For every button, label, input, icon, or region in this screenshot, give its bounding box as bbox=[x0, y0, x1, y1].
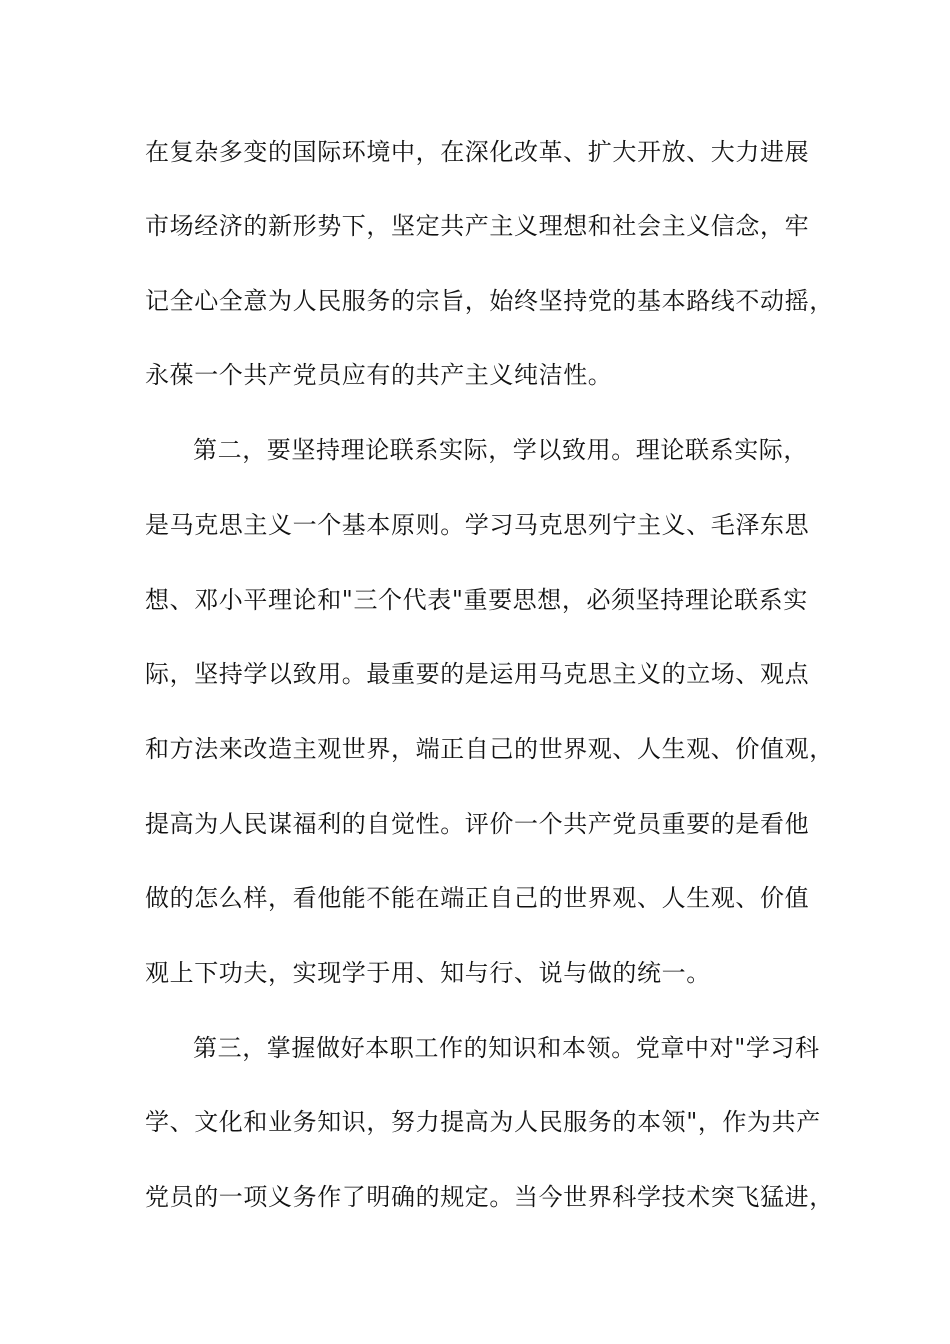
text-line: 记全心全意为人民服务的宗旨，始终坚持党的基本路线不动摇， bbox=[145, 287, 834, 315]
text-line: 学、文化和业务知识，努力提高为人民服务的本领"，作为共产 bbox=[145, 1108, 821, 1136]
text-line: 永葆一个共产党员应有的共产主义纯洁性。 bbox=[145, 361, 613, 389]
text-line: 党员的一项义务作了明确的规定。当今世界科学技术突飞猛进， bbox=[145, 1183, 834, 1211]
text-line: 际，坚持学以致用。最重要的是运用马克思主义的立场、观点 bbox=[145, 660, 810, 688]
text-line: 市场经济的新形势下，坚定共产主义理想和社会主义信念，牢 bbox=[145, 212, 810, 240]
text-line: 是马克思主义一个基本原则。学习马克思列宁主义、毛泽东思 bbox=[145, 511, 810, 539]
text-line: 在复杂多变的国际环境中，在深化改革、扩大开放、大力进展 bbox=[145, 138, 810, 166]
paragraph-start-line: 第二，要坚持理论联系实际，学以致用。理论联系实际， bbox=[193, 436, 808, 464]
text-line: 做的怎么样，看他能不能在端正自己的世界观、人生观、价值 bbox=[145, 884, 810, 912]
text-line: 想、邓小平理论和"三个代表"重要思想，必须坚持理论联系实 bbox=[145, 586, 808, 614]
paragraph-start-line: 第三，掌握做好本职工作的知识和本领。党章中对"学习科 bbox=[193, 1034, 820, 1062]
text-line: 提高为人民谋福利的自觉性。评价一个共产党员重要的是看他 bbox=[145, 810, 810, 838]
text-line: 观上下功夫，实现学于用、知与行、说与做的统一。 bbox=[145, 959, 711, 987]
text-line: 和方法来改造主观世界，端正自己的世界观、人生观、价值观， bbox=[145, 735, 834, 763]
